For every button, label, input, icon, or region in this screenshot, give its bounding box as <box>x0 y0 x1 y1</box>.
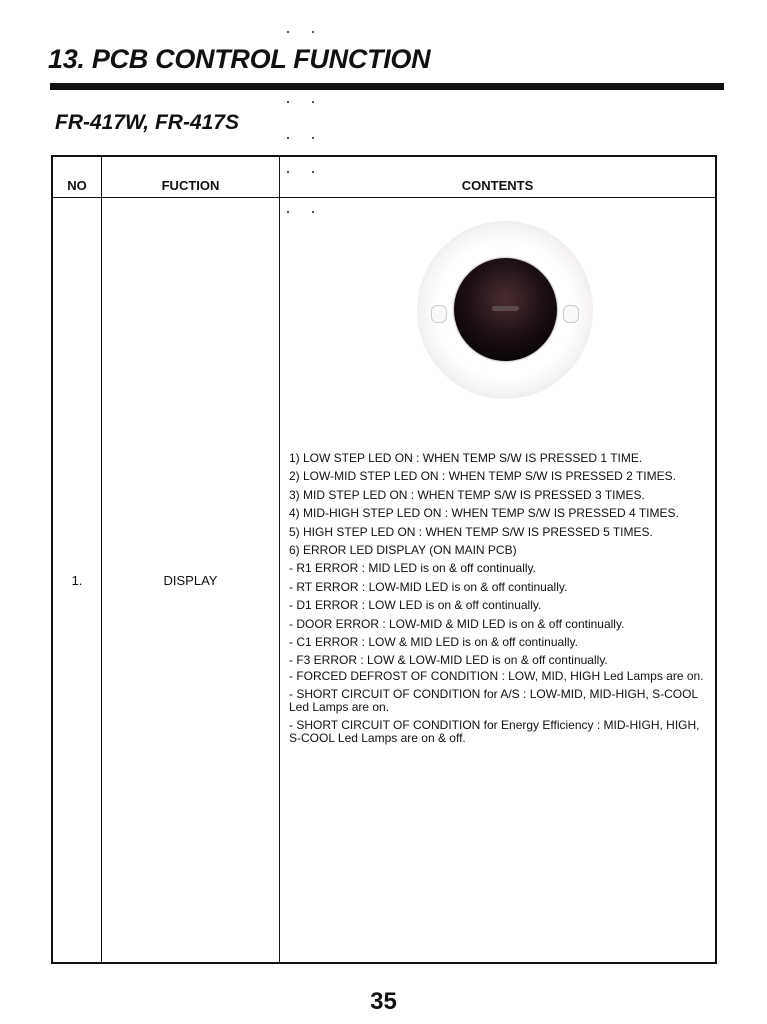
contents-item: - FORCED DEFROST OF CONDITION : LOW, MID, HIGH Led Lamps are on. <box>289 668 704 683</box>
contents-item: 4) MID-HIGH STEP LED ON : WHEN TEMP S/W IS PRESSED 4 TIMES. <box>289 506 679 521</box>
function-table <box>51 155 717 964</box>
contents-item: 1) LOW STEP LED ON : WHEN TEMP S/W IS PRESSED 1 TIME. <box>289 451 643 465</box>
artifact-dot <box>312 171 314 173</box>
page-number: 35 <box>370 988 397 1015</box>
contents-item: - C1 ERROR : LOW & MID LED is on & off continually. <box>289 635 578 650</box>
contents-item: - RT ERROR : LOW-MID LED is on & off continually. <box>289 579 568 594</box>
temperature-dial <box>454 258 557 361</box>
title-rule <box>50 83 724 90</box>
display-panel-image <box>417 221 593 399</box>
artifact-dot <box>312 137 314 139</box>
header-no: NO <box>67 178 87 193</box>
column-divider-2 <box>279 157 280 962</box>
artifact-dot <box>312 101 314 103</box>
model-heading: FR-417W, FR-417S <box>55 111 239 134</box>
contents-item: 6) ERROR LED DISPLAY (ON MAIN PCB) <box>289 543 517 558</box>
contents-item: 5) HIGH STEP LED ON : WHEN TEMP S/W IS PRESSED 5 TIMES. <box>289 524 653 539</box>
contents-item: 3) MID STEP LED ON : WHEN TEMP S/W IS PRESSED 3 TIMES. <box>289 487 645 502</box>
artifact-dot <box>287 31 289 33</box>
header-contents: CONTENTS <box>461 178 534 193</box>
artifact-dot <box>287 211 289 213</box>
led-lamp-icon <box>431 305 447 323</box>
contents-item: - SHORT CIRCUIT OF CONDITION for A/S : LOW-MID, MID-HIGH, S-COOL Led Lamps are on. <box>289 686 698 714</box>
header-divider <box>53 197 715 198</box>
contents-item: - DOOR ERROR : LOW-MID & MID LED is on & off continually. <box>289 616 625 631</box>
header-function: FUCTION <box>161 178 220 193</box>
artifact-dot <box>287 101 289 103</box>
row-function: DISPLAY <box>163 573 218 588</box>
contents-list <box>289 449 709 750</box>
column-divider-1 <box>101 157 102 962</box>
artifact-dot <box>312 211 314 213</box>
row-number: 1. <box>71 573 83 588</box>
contents-item: 2) LOW-MID STEP LED ON : WHEN TEMP S/W IS PRESSED 2 TIMES. <box>289 469 676 484</box>
dial-indicator <box>492 306 519 311</box>
artifact-dot <box>287 171 289 173</box>
contents-item: - F3 ERROR : LOW & LOW-MID LED is on & off continually. <box>289 653 608 668</box>
artifact-dot <box>287 137 289 139</box>
contents-item: - R1 ERROR : MID LED is on & off continually. <box>289 561 536 576</box>
contents-item: - SHORT CIRCUIT OF CONDITION for Energy Efficiency : MID-HIGH, HIGH, S-COOL Led Lamps are on & off. <box>289 717 700 745</box>
page-title: 13. PCB CONTROL FUNCTION <box>48 44 431 74</box>
led-lamp-icon <box>563 305 579 323</box>
contents-item: - D1 ERROR : LOW LED is on & off continually. <box>289 598 542 613</box>
artifact-dot <box>312 31 314 33</box>
